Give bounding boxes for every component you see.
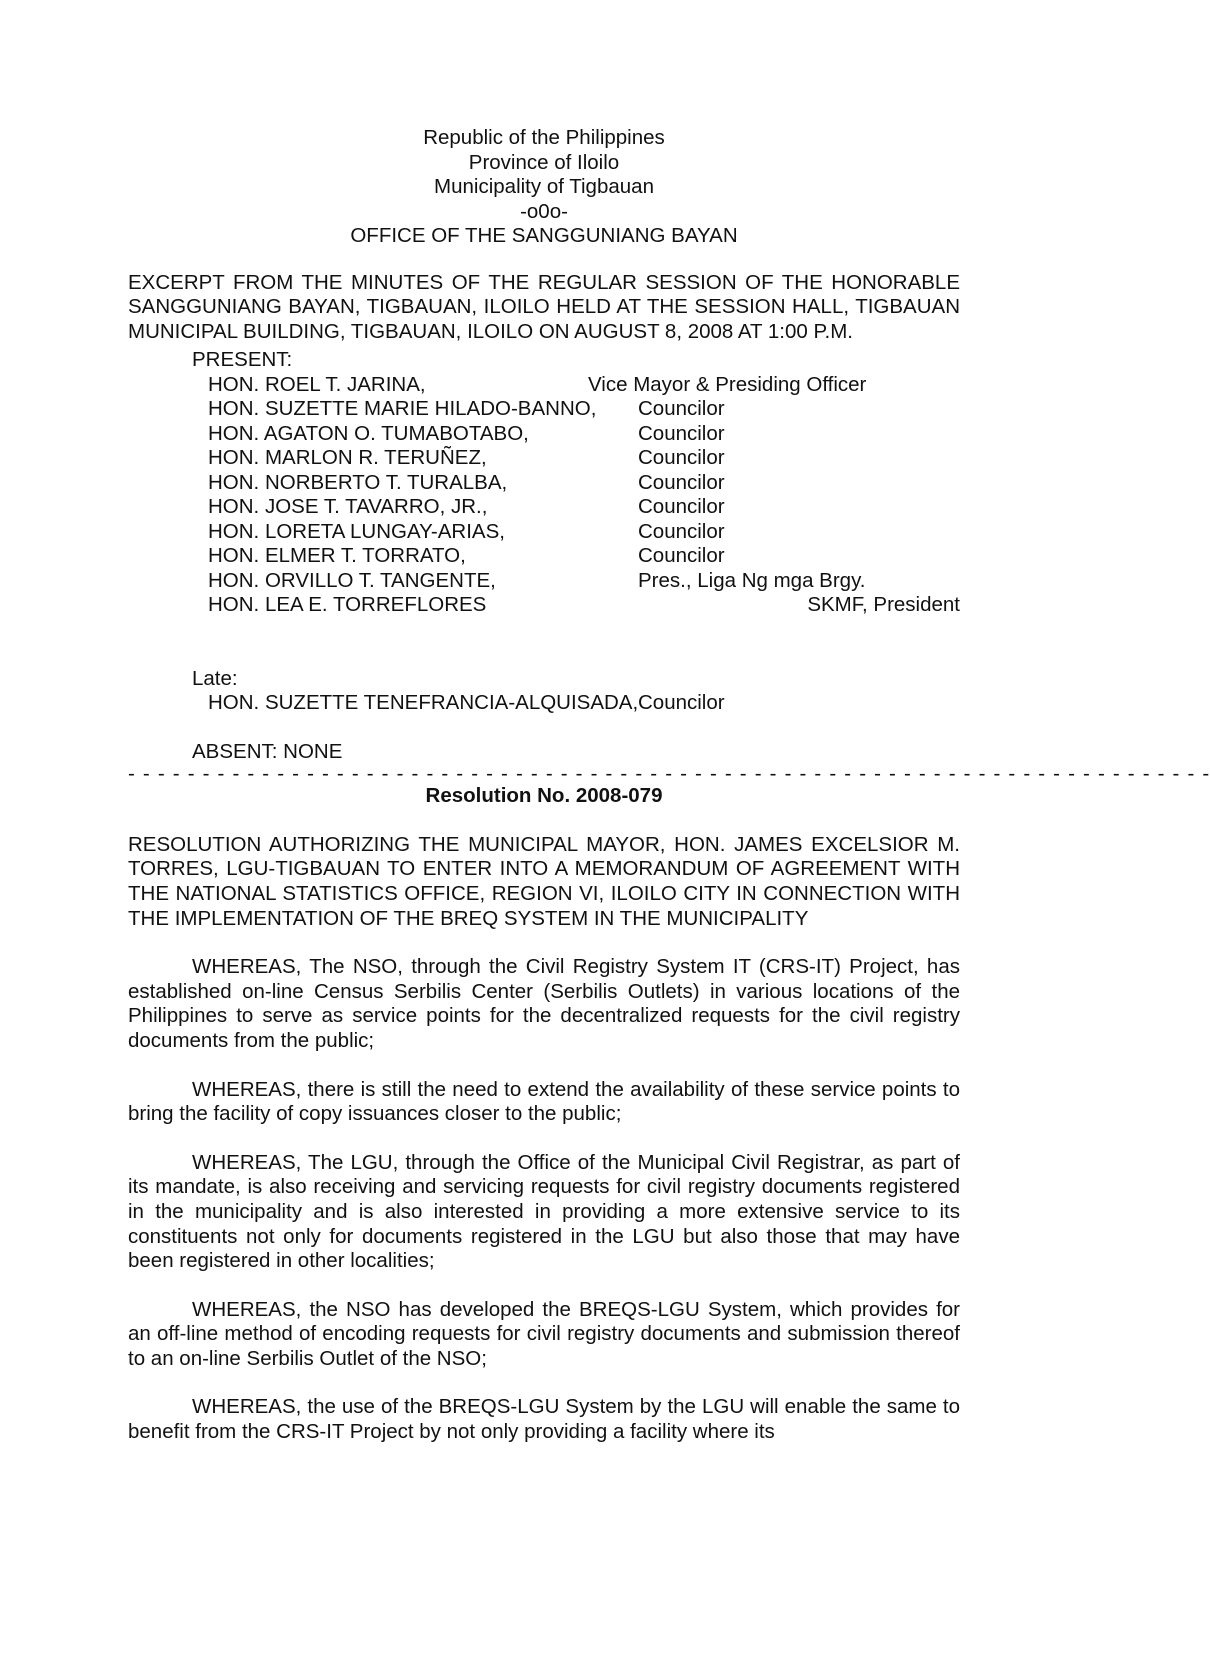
- letterhead-office: OFFICE OF THE SANGGUNIANG BAYAN: [350, 224, 738, 247]
- present-label: PRESENT:: [192, 348, 293, 372]
- letterhead: [128, 126, 960, 249]
- attendee-row: [208, 691, 960, 716]
- attendee-name: HON. NORBERTO T. TURALBA,: [208, 470, 508, 494]
- attendee-row: [208, 495, 960, 520]
- attendee-row: [208, 446, 960, 471]
- attendee-row: [208, 569, 960, 594]
- attendee-name: HON. AGATON O. TUMABOTABO,: [208, 421, 529, 445]
- attendee-name: HON. MARLON R. TERUÑEZ,: [208, 446, 487, 470]
- attendee-name: HON. JOSE T. TAVARRO, JR.,: [208, 495, 488, 519]
- resolution-title: RESOLUTION AUTHORIZING THE MUNICIPAL MAYOR, HON. JAMES EXCELSIOR M. TORRES, LGU-TIGBAUAN TO ENTER INTO A MEMORANDUM OF AGREEMENT WITH THE NATIONAL STATISTICS OFFICE, REGION VI, ILOILO CITY IN CONNECTION WITH THE IMPLEMENTATION OF THE BREQ SYSTEM IN THE MUNICIPALITY: [128, 832, 960, 930]
- attendee-row: [208, 520, 960, 545]
- attendee-name: HON. LEA E. TORREFLORES: [208, 593, 487, 617]
- whereas-paragraph: WHEREAS, The NSO, through the Civil Registry System IT (CRS-IT) Project, has established on-line Census Serbilis Center (Serbilis Outlets) in various locations of the Philippines to serve as service points for the decentralized requests for the civil registry documents from the public;: [128, 955, 960, 1052]
- resolution-number: Resolution No. 2008-079: [425, 784, 663, 808]
- attendee-role: Pres., Liga Ng mga Brgy.: [638, 568, 866, 592]
- document-page: [128, 126, 1210, 1445]
- attendee-role: Councilor: [638, 470, 725, 494]
- whereas-paragraph: WHEREAS, The LGU, through the Office of the Municipal Civil Registrar, as part of its mandate, is also receiving and servicing requests for civil registry documents registered in the municipality and is also interested in providing a more extensive service to its constituents not only for documents registered in the LGU but also those that may have been registered in other localities;: [128, 1150, 960, 1273]
- attendee-role: Councilor: [638, 691, 725, 715]
- attendee-name: HON. LORETA LUNGAY-ARIAS,: [208, 519, 505, 543]
- attendee-name: HON. ROEL T. JARINA,: [208, 372, 426, 396]
- present-list: [208, 373, 960, 618]
- attendee-role: Councilor: [638, 421, 725, 445]
- whereas-paragraph: WHEREAS, the use of the BREQS-LGU System by the LGU will enable the same to benefit from the CRS-IT Project by not only providing a facility where its: [128, 1395, 960, 1444]
- dashed-divider: - - - - - - - - - - - - - - - - - - - - - - - - - - - - - - - - - - - - - - - - - - - - - - - - - - - - - - - - - - - - - - - - - - - - - - - - -: [128, 762, 1210, 786]
- whereas-paragraph: WHEREAS, the NSO has developed the BREQS-LGU System, which provides for an off-line method of encoding requests for civil registry documents and submission thereof to an on-line Serbilis Outlet of the NSO;: [128, 1297, 960, 1370]
- letterhead-country: Republic of the Philippines: [423, 126, 665, 149]
- whereas-paragraph: WHEREAS, there is still the need to extend the availability of these service points to bring the facility of copy issuances closer to the public;: [128, 1077, 960, 1126]
- letterhead-municipality: Municipality of Tigbauan: [434, 175, 654, 198]
- attendee-role: Vice Mayor & Presiding Officer: [588, 372, 867, 396]
- late-label: Late:: [192, 666, 238, 690]
- attendee-row: [208, 593, 960, 618]
- attendee-name: HON. SUZETTE MARIE HILADO-BANNO,: [208, 397, 597, 421]
- attendee-role: Councilor: [638, 495, 725, 519]
- late-list: [208, 691, 960, 716]
- attendee-row: [208, 373, 960, 398]
- attendee-name: HON. ORVILLO T. TANGENTE,: [208, 568, 496, 592]
- attendee-role: SKMF, President: [807, 593, 960, 617]
- attendee-row: [208, 422, 960, 447]
- attendee-row: [208, 397, 960, 422]
- attendee-row: [208, 471, 960, 496]
- attendee-row: [208, 544, 960, 569]
- letterhead-province: Province of Iloilo: [468, 150, 620, 174]
- attendee-name: HON. ELMER T. TORRATO,: [208, 544, 466, 568]
- minutes-excerpt: EXCERPT FROM THE MINUTES OF THE REGULAR SESSION OF THE HONORABLE SANGGUNIANG BAYAN, TIGBAUAN, ILOILO HELD AT THE SESSION HALL, TIGBAUAN MUNICIPAL BUILDING, TIGBAUAN, ILOILO ON AUGUST 8, 2008 AT 1:00 P.M.: [128, 270, 960, 343]
- attendee-role: Councilor: [638, 446, 725, 470]
- absent-line: ABSENT: NONE: [192, 739, 343, 763]
- letterhead-separator: -o0o-: [520, 199, 568, 223]
- attendee-role: Councilor: [638, 519, 725, 543]
- attendee-name: HON. SUZETTE TENEFRANCIA-ALQUISADA,: [208, 691, 639, 715]
- attendee-role: Councilor: [638, 397, 725, 421]
- attendee-role: Councilor: [638, 544, 725, 568]
